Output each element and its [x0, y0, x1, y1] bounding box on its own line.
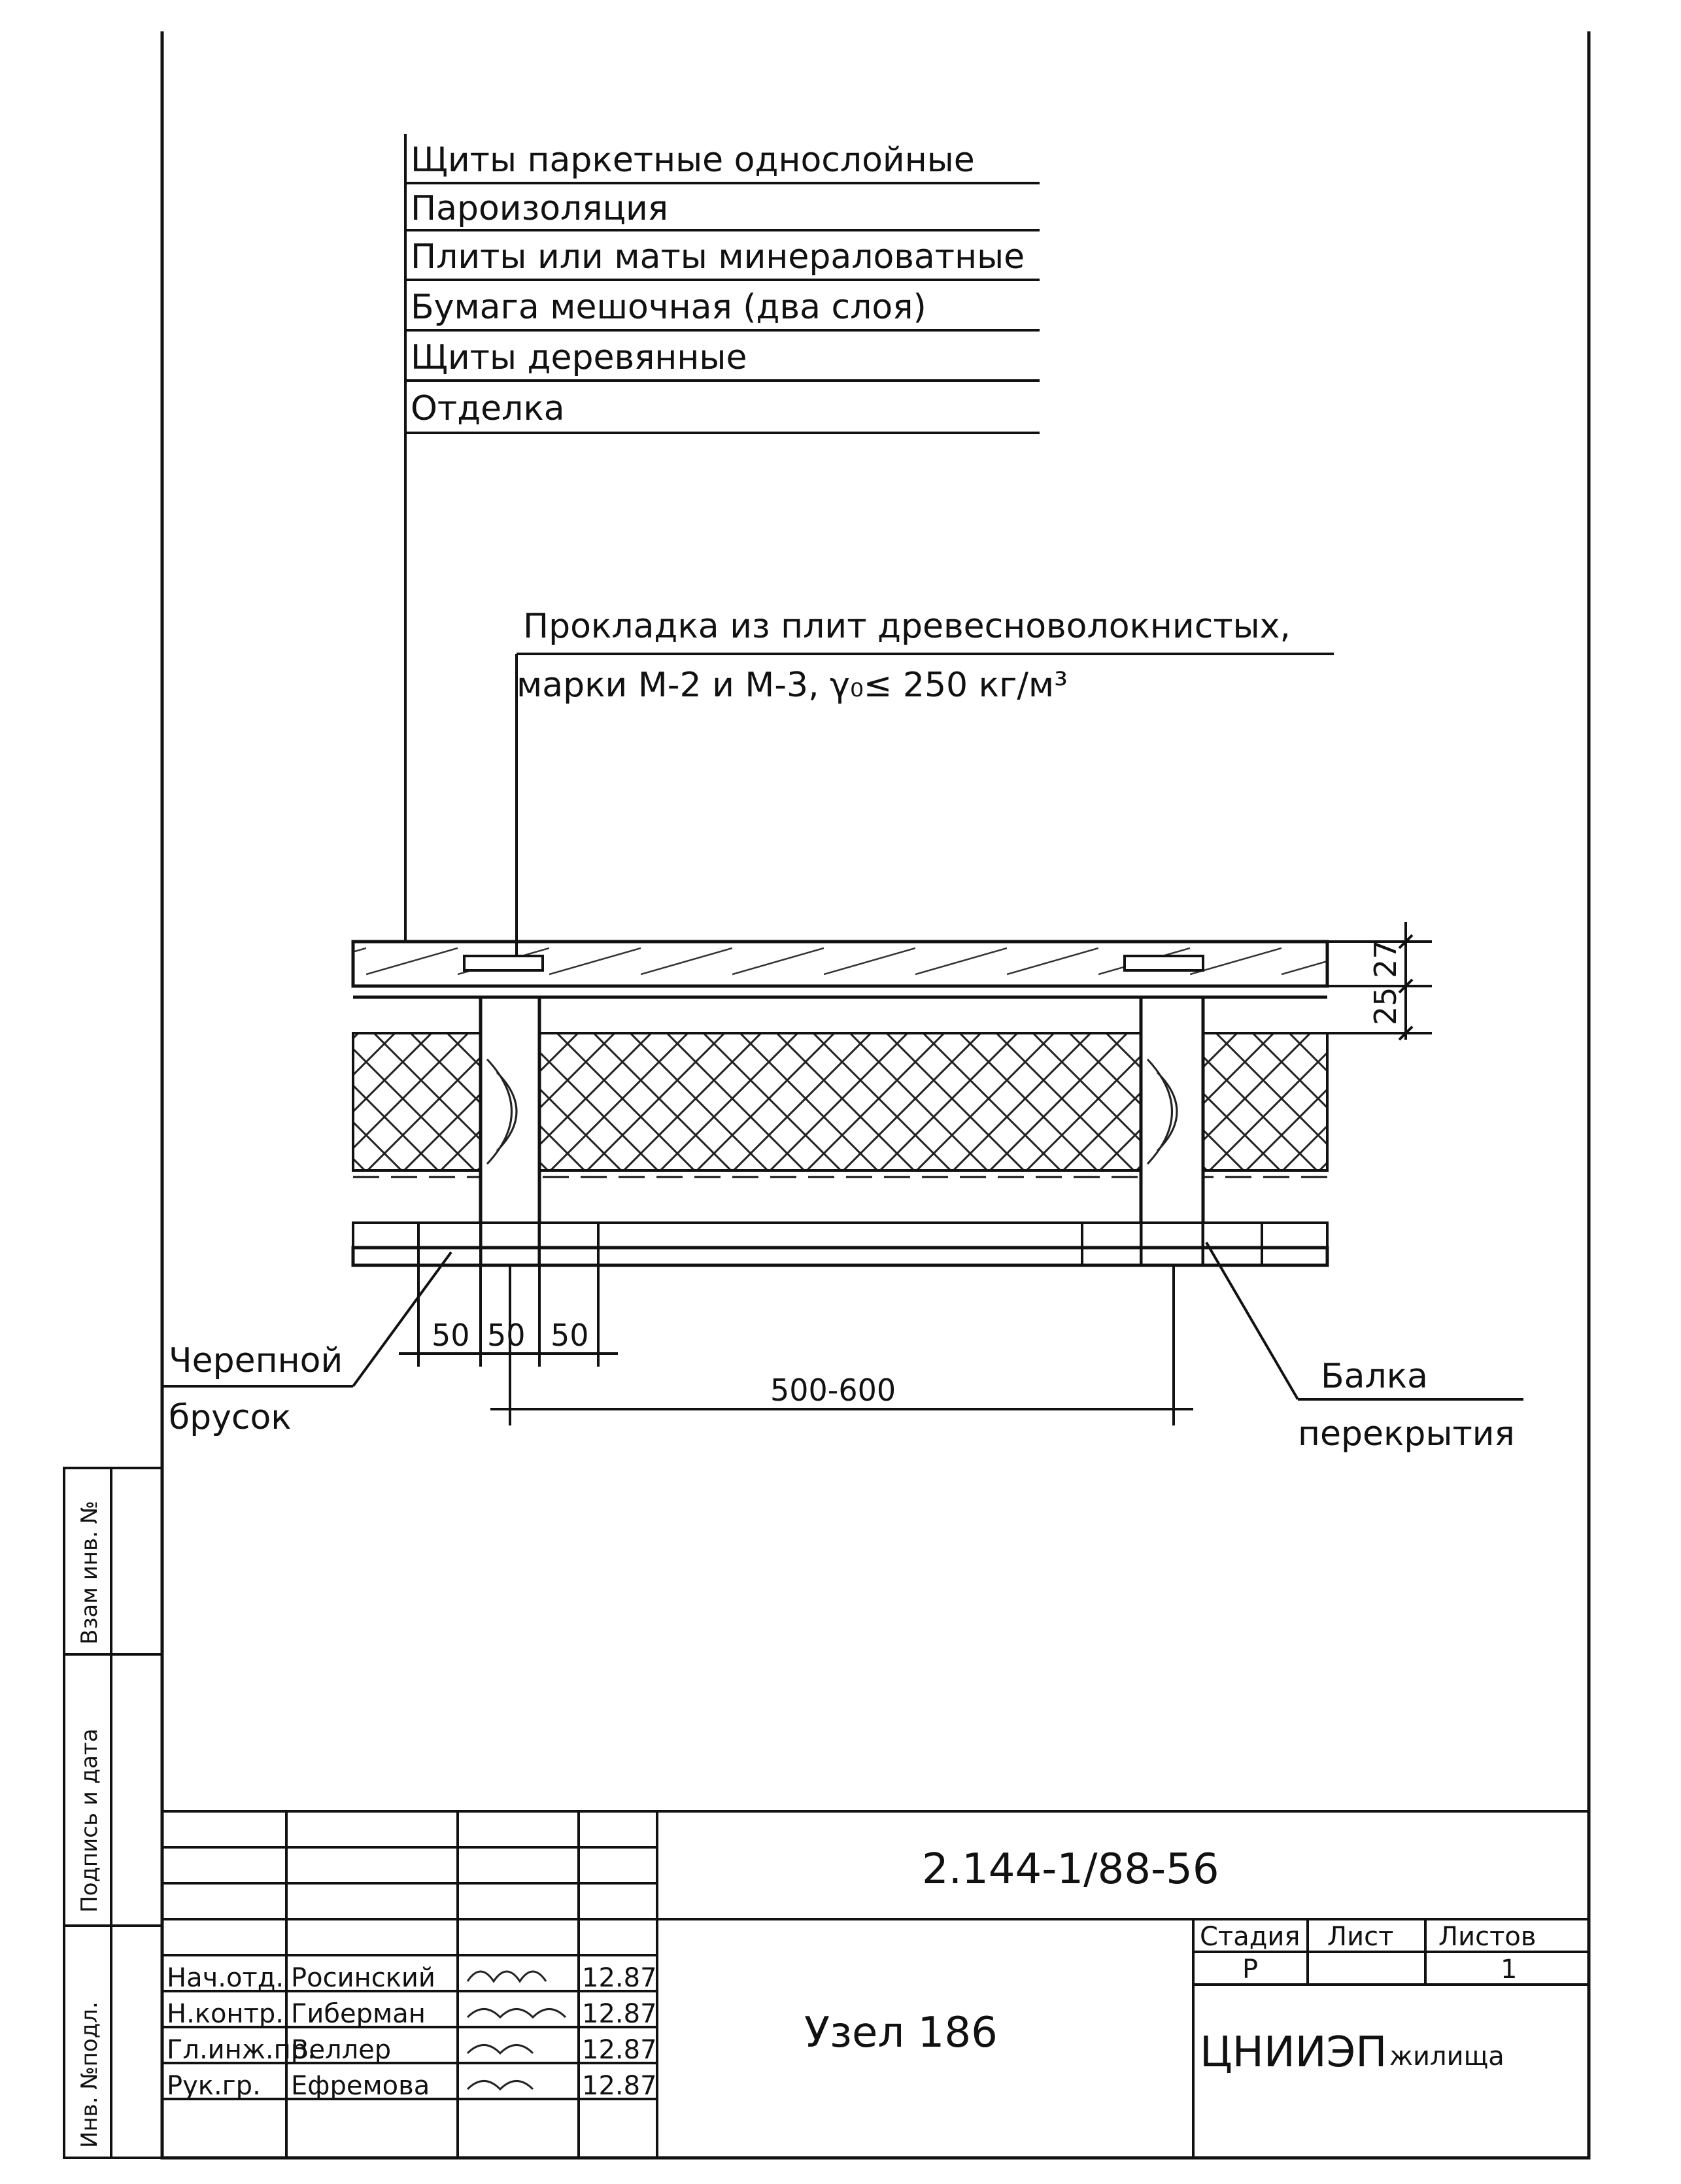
- dim-50-a: 50: [432, 1318, 470, 1353]
- staff-name: Веллер: [291, 2035, 392, 2065]
- org-main: ЦНИИЭП: [1200, 2028, 1387, 2077]
- cranial-bar-callout: [162, 1252, 451, 1437]
- dim-27: 27: [1368, 940, 1403, 978]
- cranial-bar-left: [418, 1223, 481, 1265]
- staff-date: 12.87: [582, 1963, 657, 1993]
- insulation-middle: [539, 1033, 1141, 1170]
- staff-role: Рук.гр.: [167, 2071, 261, 2101]
- gasket-callout: [517, 607, 1334, 955]
- staff-date: 12.87: [582, 2071, 657, 2101]
- sheets-value: 1: [1501, 1954, 1518, 1985]
- beam-label-2: перекрытия: [1298, 1414, 1515, 1454]
- cranial-bar-right-2: [1082, 1223, 1141, 1265]
- floor-section: [353, 942, 1327, 1265]
- gasket-strip-left: [464, 956, 543, 970]
- org-sub: жилища: [1389, 2041, 1504, 2072]
- stage-value: Р: [1242, 1954, 1259, 1985]
- layer-label-mineral-wool: Плиты или маты минераловатные: [411, 237, 1025, 277]
- cranial-bar-label-1: Черепной: [169, 1341, 343, 1380]
- layer-label-wood-panels: Щиты деревянные: [411, 338, 747, 377]
- cranial-bar-right: [539, 1223, 598, 1265]
- beam-label-1: Балка: [1321, 1357, 1429, 1396]
- layer-label-paper: Бумага мешочная (два слоя): [411, 288, 926, 327]
- staff-date: 12.87: [582, 1999, 657, 2029]
- drawing-title: Узел 186: [804, 2009, 998, 2057]
- sheets-header: Листов: [1438, 1922, 1537, 1952]
- staff-role: Н.контр.: [167, 1999, 284, 2029]
- dim-50-b: 50: [487, 1318, 526, 1353]
- doc-number: 2.144-1/88-56: [922, 1845, 1219, 1894]
- gasket-label-line1: Прокладка из плит древесноволокнистых,: [523, 607, 1291, 646]
- gasket-strip-right: [1125, 956, 1203, 970]
- cranial-bar-label-2: брусок: [169, 1398, 292, 1437]
- side-stamp-inv-sub: Инв. №подл.: [76, 2002, 103, 2148]
- signature-scribbles: [467, 1971, 566, 2089]
- beam-left: [481, 997, 539, 1265]
- layer-label-vapor-barrier: Пароизоляция: [411, 189, 669, 228]
- side-stamp-sign-date: Подпись и дата: [76, 1728, 103, 1913]
- insulation-left: [353, 1033, 481, 1170]
- staff-name: Росинский: [291, 1963, 435, 1993]
- dim-span: 500-600: [770, 1373, 896, 1408]
- staff-name: Гиберман: [291, 1999, 426, 2029]
- staff-role: Нач.отд.: [167, 1963, 284, 1993]
- side-stamp-inv-replace: Взам инв. №: [76, 1500, 103, 1645]
- stage-header: Стадия: [1200, 1922, 1300, 1952]
- insulation-right: [1203, 1033, 1327, 1170]
- sheet-header: Лист: [1327, 1922, 1394, 1952]
- dim-50-c: 50: [551, 1318, 589, 1353]
- staff-date: 12.87: [582, 2035, 657, 2065]
- dim-25: 25: [1368, 987, 1403, 1025]
- layer-label-parquet: Щиты паркетные однослойные: [411, 141, 975, 180]
- beam-callout: [1206, 1242, 1523, 1454]
- layer-label-finish: Отделка: [411, 389, 565, 428]
- layer-callout: [405, 134, 1040, 942]
- staff-role: Гл.инж.пр.: [167, 2035, 316, 2065]
- gasket-label-line2: марки М-2 и М-3, γ₀≤ 250 кг/м³: [517, 666, 1068, 705]
- cranial-bar-right-3: [1203, 1223, 1262, 1265]
- staff-name: Ефремова: [291, 2071, 430, 2101]
